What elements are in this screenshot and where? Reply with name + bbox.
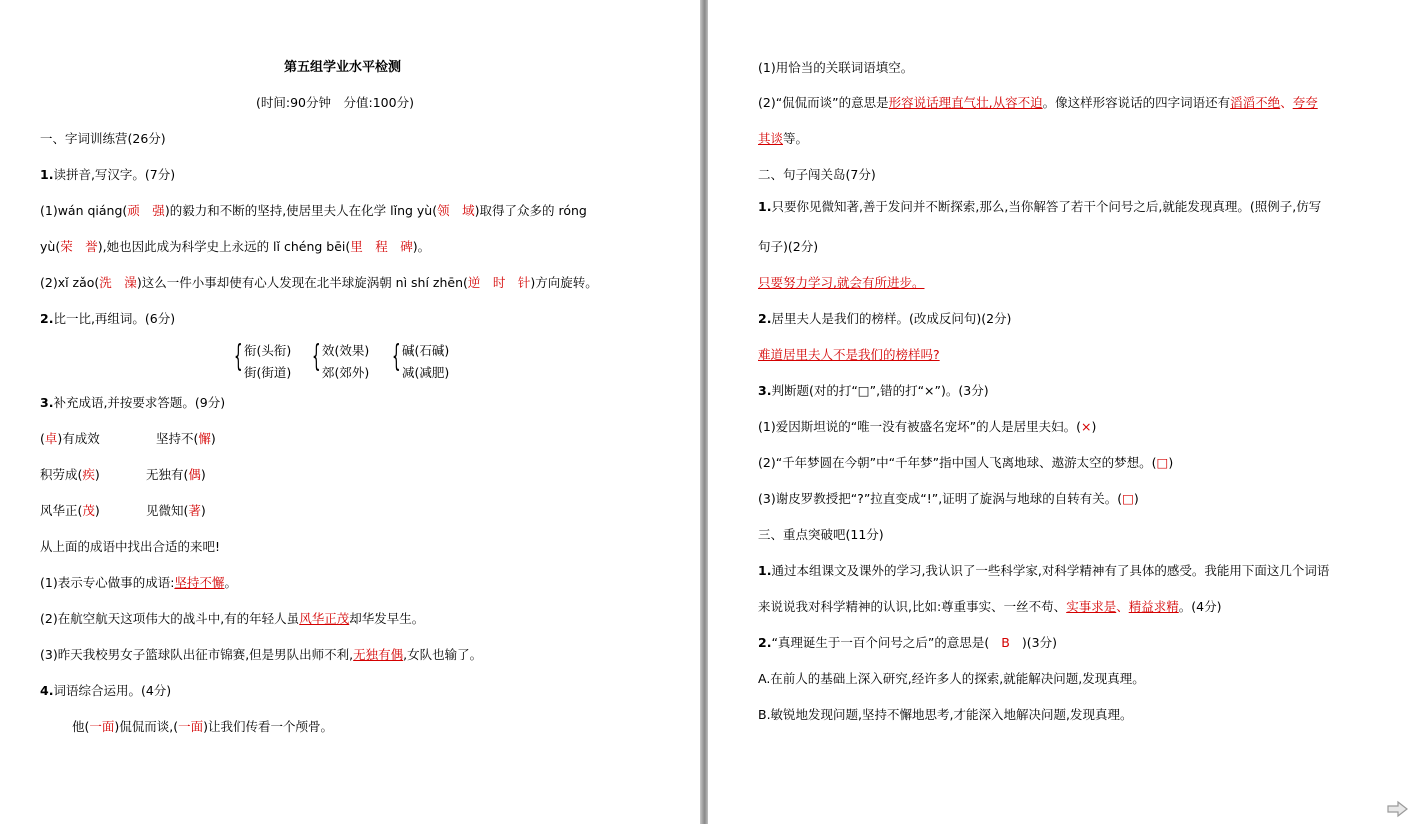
question-text: 读拼音,写汉字。(7分) <box>53 167 176 182</box>
question-r4 <box>758 563 1329 579</box>
question-3-3 <box>40 647 482 663</box>
text: ) <box>94 503 100 518</box>
section-heading-3: 三、重点突破吧(11分) <box>758 527 884 542</box>
answer: □ <box>1156 455 1169 470</box>
answer: 滔滔不绝 <box>1230 95 1281 110</box>
answer: 荣 誉 <box>60 239 98 254</box>
question-r1 <box>758 199 1321 215</box>
answer: 一面 <box>89 719 115 734</box>
answer: 茂 <box>82 503 95 518</box>
compare-word: 郊(郊外) <box>322 365 370 380</box>
question-number: 2. <box>40 311 54 326</box>
question-3 <box>40 395 225 411</box>
answer: 形容说话理直气壮,从容不迫 <box>888 95 1043 110</box>
text: ) <box>210 431 216 446</box>
instruction-text: 从上面的成语中找出合适的来吧! <box>40 539 221 554</box>
question-number: 1. <box>758 199 772 214</box>
text: ) <box>1091 419 1097 434</box>
question-text: 只要你见微知著,善于发问并不断探索,那么,当你解答了若干个问号之后,就能发现真理。(照例子,仿写 <box>771 199 1322 214</box>
answer: 疾 <box>82 467 95 482</box>
text: ) <box>94 467 100 482</box>
answer: B <box>1001 635 1010 650</box>
question-4-2-line-2 <box>758 131 808 147</box>
text: )方向旋转。 <box>530 275 598 290</box>
question-4 <box>40 683 171 699</box>
question-r3 <box>758 383 989 399</box>
text: 等。 <box>783 131 809 146</box>
text: )。 <box>412 239 431 254</box>
idiom-item <box>40 503 100 519</box>
right-page <box>708 0 1423 824</box>
answer: 其谈 <box>758 131 784 146</box>
compare-word: 街(街道) <box>244 365 292 380</box>
question-number: 1. <box>40 167 54 182</box>
question-text: 补充成语,并按要求答题。(9分) <box>53 395 226 410</box>
left-page <box>0 0 700 824</box>
question-1-2 <box>40 275 598 291</box>
question-number: 2. <box>758 635 772 650</box>
document-subtitle: (时间:90分钟 分值:100分) <box>256 95 414 110</box>
text: 、 <box>1280 95 1293 110</box>
question-1-1-line-1 <box>40 203 587 219</box>
text: (1)wán qiáng( <box>40 203 128 218</box>
question-4-sentence <box>72 719 333 735</box>
text: )的毅力和不断的坚持,使居里夫人在化学 lǐng yù( <box>164 203 438 218</box>
question-number: 1. <box>758 563 772 578</box>
text: 他( <box>72 719 90 734</box>
text: )侃侃而谈,( <box>114 719 179 734</box>
judge-item-3 <box>758 491 1139 507</box>
text: )有成效 <box>57 431 100 446</box>
text: )(3分) <box>1021 635 1057 650</box>
question-1-1-line-2 <box>40 239 430 255</box>
question-3-1 <box>40 575 237 591</box>
text: (1)表示专心做事的成语: <box>40 575 175 590</box>
option-b: B.敏锐地发现问题,坚持不懈地思考,才能深入地解决问题,发现真理。 <box>758 707 1133 722</box>
question-text: 通过本组课文及课外的学习,我认识了一些科学家,对科学精神有了具体的感受。我能用下面这几个词语 <box>771 563 1330 578</box>
text: ) <box>200 503 206 518</box>
text: 坚持不( <box>156 431 199 446</box>
answer: 夸夸 <box>1292 95 1318 110</box>
idiom-item <box>146 503 206 519</box>
answer: × <box>1081 419 1092 434</box>
answer: 一面 <box>178 719 204 734</box>
question-text: 词语综合运用。(4分) <box>53 683 172 698</box>
text: )让我们传看一个颅骨。 <box>203 719 334 734</box>
text: (2)xǐ zǎo( <box>40 275 100 290</box>
section-heading-2: 二、句子闯关岛(7分) <box>758 167 876 182</box>
text: ) <box>1133 491 1139 506</box>
next-page-arrow-icon[interactable] <box>1387 800 1409 818</box>
text: (2)在航空航天这项伟大的战斗中,有的年轻人虽 <box>40 611 300 626</box>
option-a: A.在前人的基础上深入研究,经许多人的探索,就能解决问题,发现真理。 <box>758 671 1145 686</box>
compare-word: 碱(石碱) <box>402 343 450 358</box>
question-r5 <box>758 635 1057 651</box>
question-2 <box>40 311 175 327</box>
answer: 洗 澡 <box>99 275 137 290</box>
answer: 偶 <box>188 467 201 482</box>
answer: 无独有偶 <box>353 647 404 662</box>
question-text: 判断题(对的打“□”,错的打“×”)。(3分) <box>771 383 989 398</box>
text: 却华发早生。 <box>349 611 425 626</box>
judge-item-2 <box>758 455 1173 471</box>
answer: 精益求精 <box>1128 599 1179 614</box>
text: 。 <box>224 575 237 590</box>
text: (2)“侃侃而谈”的意思是 <box>758 95 889 110</box>
text: 来说说我对科学精神的认识,比如:尊重事实、一丝不苟、 <box>758 599 1067 614</box>
judge-item-1 <box>758 419 1096 435</box>
question-number: 3. <box>758 383 772 398</box>
text: ( <box>40 431 45 446</box>
answer: 坚持不懈 <box>174 575 225 590</box>
question-3-2 <box>40 611 424 627</box>
idiom-item <box>40 467 100 483</box>
answer-r2: 难道居里夫人不是我们的榜样吗? <box>758 347 940 362</box>
text: )这么一件小事却使有心人发现在北半球旋涡朝 nì shí zhēn( <box>136 275 468 290</box>
question-4-1: (1)用恰当的关联词语填空。 <box>758 60 914 75</box>
question-text: 比一比,再组词。(6分) <box>53 311 176 326</box>
brace-icon: { <box>312 339 321 374</box>
question-number: 4. <box>40 683 54 698</box>
text: “真理诞生于一百个问号之后”的意思是( <box>771 635 990 650</box>
idiom-item <box>40 431 100 447</box>
page-divider <box>700 0 708 824</box>
brace-icon: { <box>234 339 243 374</box>
question-number: 2. <box>758 311 772 326</box>
answer: 著 <box>188 503 201 518</box>
text: (2)“千年梦圆在今朝”中“千年梦”指中国人飞离地球、遨游太空的梦想。( <box>758 455 1157 470</box>
answer: 顽 强 <box>127 203 165 218</box>
text: 、 <box>1116 599 1129 614</box>
question-number: 3. <box>40 395 54 410</box>
text: (1)爱因斯坦说的“唯一没有被盛名宠坏”的人是居里夫妇。( <box>758 419 1082 434</box>
text: 见微知( <box>146 503 189 518</box>
text: 无独有( <box>146 467 189 482</box>
text: ) <box>200 467 206 482</box>
brace-icon: { <box>392 339 401 374</box>
text: ,女队也输了。 <box>403 647 483 662</box>
text: yù( <box>40 239 61 254</box>
compare-word: 减(减肥) <box>402 365 450 380</box>
text: (3)谢皮罗教授把“?”拉直变成“!”,证明了旋涡与地球的自转有关。( <box>758 491 1123 506</box>
text: 积劳成( <box>40 467 83 482</box>
text: 风华正( <box>40 503 83 518</box>
text: 。像这样形容说话的四字词语还有 <box>1042 95 1231 110</box>
question-text: 居里夫人是我们的榜样。(改成反问句)(2分) <box>771 311 1012 326</box>
text: 。(4分) <box>1178 599 1222 614</box>
answer: 实事求是 <box>1066 599 1117 614</box>
question-1 <box>40 167 175 183</box>
section-heading-1: 一、字词训练营(26分) <box>40 131 166 146</box>
text: (3)昨天我校男女子篮球队出征市锦赛,但是男队出师不利, <box>40 647 354 662</box>
answer: 懈 <box>198 431 211 446</box>
answer-r1: 只要努力学习,就会有所进步。 <box>758 275 925 290</box>
text: )取得了众多的 róng <box>474 203 587 218</box>
answer: 里 程 碑 <box>350 239 413 254</box>
question-r1-cont: 句子)(2分) <box>758 239 819 254</box>
question-r2 <box>758 311 1011 327</box>
text: ),她也因此成为科学史上永远的 lǐ chéng bēi( <box>97 239 351 254</box>
answer: □ <box>1122 491 1134 506</box>
document-title: 第五组学业水平检测 <box>284 60 402 75</box>
question-4-2-line-1 <box>758 95 1318 111</box>
text: ) <box>1168 455 1174 470</box>
answer: 逆 时 针 <box>467 275 531 290</box>
compare-word: 衔(头衔) <box>244 343 292 358</box>
answer: 风华正茂 <box>299 611 350 626</box>
answer: 卓 <box>44 431 58 446</box>
idiom-item <box>146 467 206 483</box>
answer: 领 域 <box>437 203 475 218</box>
compare-word: 效(效果) <box>322 343 370 358</box>
idiom-item <box>156 431 216 447</box>
question-r4-cont <box>758 599 1221 615</box>
